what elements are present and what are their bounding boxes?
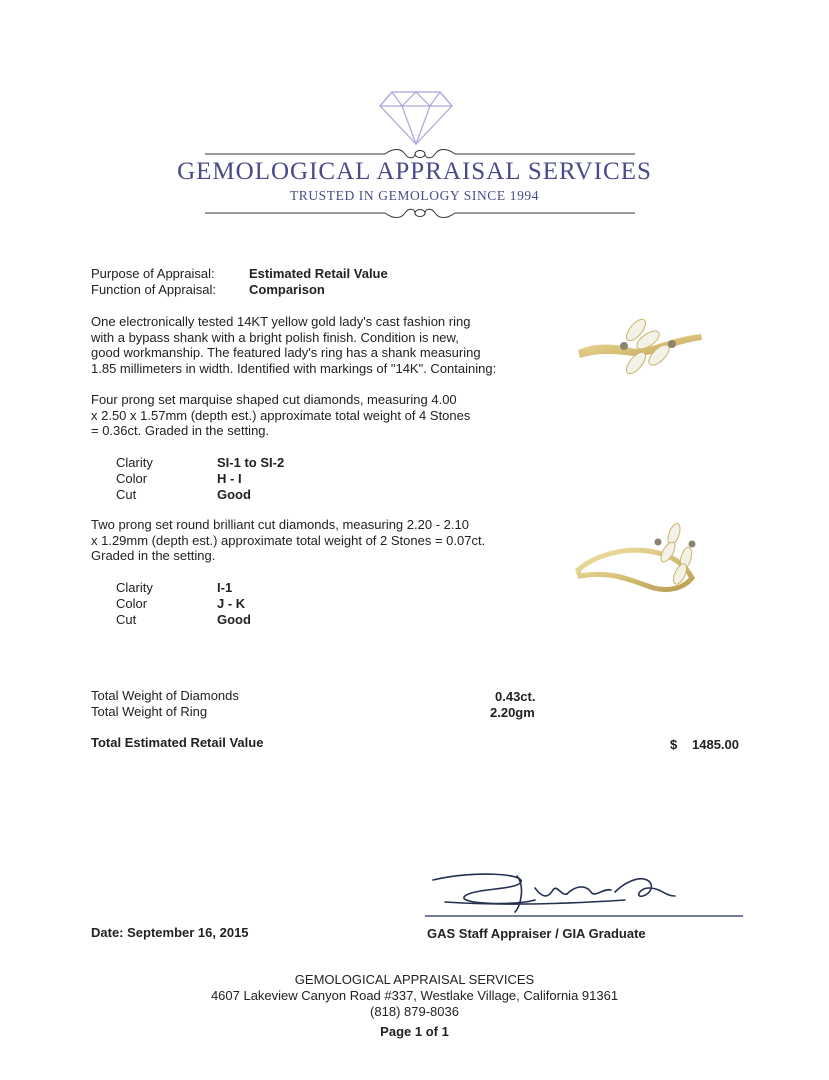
- description-line: with a bypass shank with a bright polish finish. Condition is new,: [91, 329, 459, 345]
- stones-line: x 2.50 x 1.57mm (depth est.) approximate total weight of 4 Stones: [91, 407, 471, 423]
- marquise-diamonds-description: [91, 392, 531, 439]
- stones-line: Four prong set marquise shaped cut diamonds, measuring 4.00: [91, 392, 457, 407]
- total-diamond-weight-label: Total Weight of Diamonds: [91, 688, 239, 703]
- description-line: good workmanship. The featured lady's ring has a shank measuring: [91, 345, 481, 360]
- ring-photo-side-view: [574, 512, 704, 602]
- stones-line: = 0.36ct. Graded in the setting.: [91, 423, 270, 438]
- total-ring-weight-label: Total Weight of Ring: [91, 704, 208, 719]
- function-label: Function of Appraisal:: [91, 282, 217, 297]
- currency-symbol: $: [670, 737, 678, 752]
- grade-label-color: Color: [116, 471, 148, 486]
- grade-label-cut: Cut: [116, 487, 137, 502]
- description-line: One electronically tested 14KT yellow gold lady's cast fashion ring: [91, 314, 471, 329]
- grade-label-clarity: Clarity: [116, 455, 153, 470]
- ring-description: [91, 314, 531, 376]
- signature-caption: GAS Staff Appraiser / GIA Graduate: [427, 926, 646, 941]
- purpose-label: Purpose of Appraisal:: [91, 266, 215, 281]
- grade-value-cut: Good: [217, 612, 251, 627]
- footer-phone: (818) 879-8036: [370, 1004, 459, 1019]
- round-diamonds-description: [91, 517, 531, 564]
- function-value: Comparison: [249, 282, 325, 297]
- grade-value-color: J - K: [217, 596, 246, 611]
- total-retail-value-label: Total Estimated Retail Value: [91, 735, 264, 750]
- grade-value-clarity: I-1: [217, 580, 233, 595]
- total-diamond-weight-value: 0.43ct.: [495, 689, 536, 704]
- diamond-logo-icon: [378, 90, 454, 146]
- company-tagline: TRUSTED IN GEMOLOGY SINCE 1994: [289, 188, 540, 203]
- stones-line: x 1.29mm (depth est.) approximate total weight of 2 Stones = 0.07ct.: [91, 532, 486, 548]
- stones-line: Two prong set round brilliant cut diamonds, measuring 2.20 - 2.10: [91, 517, 469, 532]
- footer-address: 4607 Lakeview Canyon Road #337, Westlake Village, California 91361: [210, 988, 619, 1003]
- footer-company: GEMOLOGICAL APPRAISAL SERVICES: [294, 972, 535, 987]
- grade-value-cut: Good: [217, 487, 251, 502]
- purpose-value: Estimated Retail Value: [249, 266, 388, 281]
- ring-photo-top-view: [576, 308, 706, 393]
- grade-label-cut: Cut: [116, 612, 137, 627]
- appraiser-signature: [425, 866, 745, 922]
- total-retail-value: 1485.00: [692, 737, 739, 752]
- description-line: 1.85 millimeters in width. Identified with markings of "14K". Containing:: [91, 360, 497, 376]
- grade-value-clarity: SI-1 to SI-2: [217, 455, 285, 470]
- company-title: GEMOLOGICAL APPRAISAL SERVICES: [177, 158, 652, 185]
- total-ring-weight-value: 2.20gm: [490, 705, 535, 720]
- grade-label-color: Color: [116, 596, 148, 611]
- page-number: Page 1 of 1: [380, 1024, 449, 1039]
- grade-value-color: H - I: [217, 471, 242, 486]
- grade-label-clarity: Clarity: [116, 580, 153, 595]
- stones-line: Graded in the setting.: [91, 548, 216, 563]
- bottom-ornament-divider: [205, 207, 635, 221]
- appraisal-date: Date: September 16, 2015: [91, 925, 249, 940]
